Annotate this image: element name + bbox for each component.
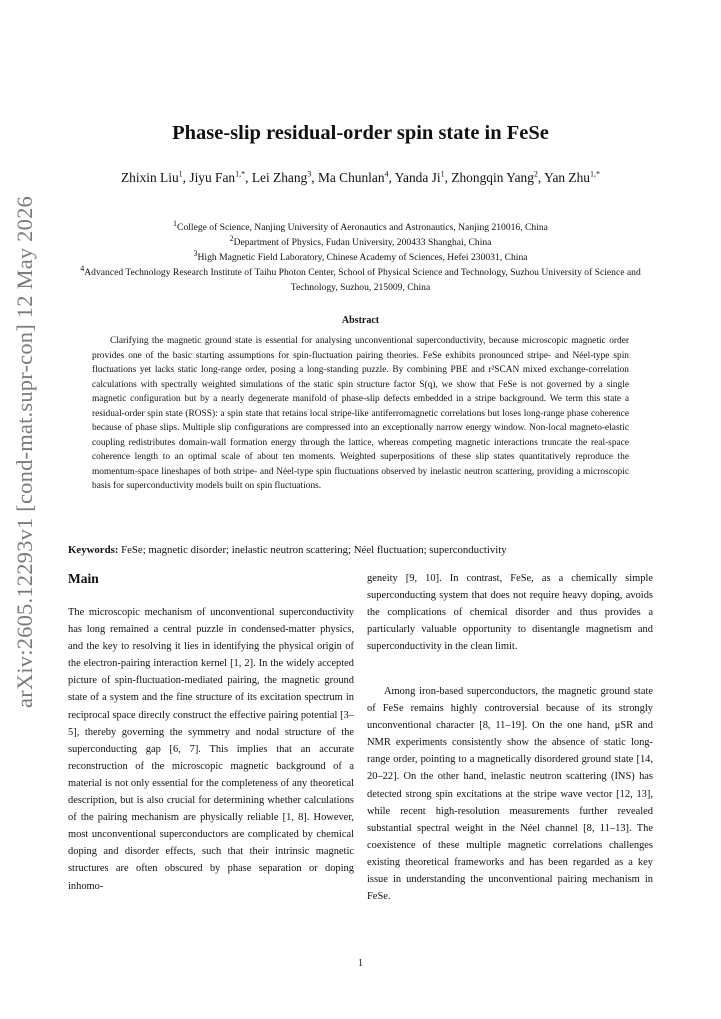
paper-title: Phase-slip residual-order spin state in FeSe — [172, 122, 549, 144]
arxiv-id: arXiv:2605.12293v1 [cond-mat.supr-con] 12 May 2026 — [12, 196, 37, 708]
section-heading: Main — [68, 571, 99, 586]
body-paragraph: Among iron-based superconductors, the magnetic ground state of FeSe remains highly controversial because of its strongly unconventional character [8, 11–19]. On the one hand, μSR and NMR experiments consistently show the absence of static long-range order, pointing to a magnetically disordered ground state [14, 20–22]. On the other hand, inelastic neutron scattering (INS) has detected strong spin excitations at the stripe wave vector [12, 13], while recent high-resolution measurements further revealed substantial spectral weight in the Néel channel [8, 11–13]. The coexistence of these multiple magnetic correlations challenges existing theoretical frameworks and has been regarded as a key issue in understanding the unconventional pairing mechanism in FeSe. — [367, 686, 653, 903]
author: Ma Chunlan$^4$ — [317, 169, 389, 185]
author: Zhongqin Yang$^2$ — [451, 169, 538, 185]
keywords-list: FeSe; magnetic disorder; inelastic neutron scattering; Néel fluctuation; superconductivity — [121, 544, 507, 556]
keywords-label: Keywords: — [68, 544, 119, 556]
keywords — [68, 544, 507, 556]
body-paragraph: The microscopic mechanism of unconventional superconductivity has long remained a central puzzle in condensed-matter physics, and the key to resolving it lies in identifying the physical origin of the electron-pairing interaction kernel [1, 2]. In the widely accepted picture of spin-fluctuation-mediated pairing, the magnetic ground state of a system and the fine structure of its excitation spectrum in reciprocal space directly construct the effective pairing potential [3–5], thereby governing the symmetry and nodal structure of the superconducting gap [6, 7]. This implies that an accurate reconstruction of the microscopic magnetic background of a material is not only essential for the completeness of any theoretical description, but is also crucial for determining whether calculations of the pairing mechanism are physically reliable [1, 8]. However, most unconventional superconductors are complicated by chemical doping and disorder effects, such that their intrinsic magnetic structures are often obscured by phase separation or doping inhomo- — [68, 607, 354, 892]
affiliations — [68, 220, 653, 295]
page-number: 1 — [358, 958, 363, 969]
author: Lei Zhang$^3$ — [251, 169, 312, 185]
affiliation: $^3$High Magnetic Field Laboratory, Chinese Academy of Sciences, Hefei 230031, China — [193, 248, 528, 263]
body-paragraph-continued: geneity [9, 10]. In contrast, FeSe, as a chemically simple superconducting system that does not require heavy doping, avoids the complications of chemical disorder and thus provides a particularly valuable opportunity to disentangle magnetism and superconductivity in the clean limit. — [367, 573, 653, 653]
affiliation: $^1$College of Science, Nanjing University of Aeronautics and Astronautics, Nanjing 210016, China — [173, 218, 548, 233]
author: Zhixin Liu$^1$ — [121, 169, 183, 185]
abstract-heading: Abstract — [341, 315, 380, 326]
abstract-text: Clarifying the magnetic ground state is essential for analysing unconventional superconductivity, because microscopic magnetic order provides one of the basic starting assumptions for spin-fluctuation pairing theories. FeSe exhibits pronounced stripe- and Néel-type spin fluctuations yet lacks static long-range order, posing a long-standing puzzle. By combining PBE and r²SCAN mixed exchange-correlation calculations with spectrally weighted simulations of the static spin structure factor S(q), we show that FeSe is not governed by a single magnetic configuration but by a nearly degenerate manifold of phase-slip defects embedded in a stripe background. We term this state a residual-order spin state (ROSS): a spin state that retains local stripe-like antiferromagnetic correlations but loses long-range phase coherence because of phase slips. Multiple slip configurations are compressed into an exceptionally narrow energy window. Non-local magneto-elastic coupling redistributes domain-wall formation energy through the lattice, whereas competing magnetic interactions truncate the real-space coherence length to an optimal scale of about ten moments. Weighted superpositions of these slip states quantitatively reproduce the momentum-space lineshapes of both stripe- and Néel-type spin fluctuations observed by inelastic neutron scattering, providing a microscopic basis for superconductivity models built on spin fluctuations. — [92, 336, 629, 492]
affiliation: $^2$Department of Physics, Fudan University, 200433 Shanghai, China — [229, 233, 492, 248]
author-list: Zhixin Liu$^1$, Jiyu Fan$^{1,*}$, Lei Zhang$^3$, Ma Chunlan$^4$, Yanda Ji$^1$, Zhongqin Yang$^2$, Yan Zhu$^{1,*}$ — [121, 169, 600, 185]
arxiv-stamp — [8, 196, 42, 708]
author: Yanda Ji$^1$ — [394, 169, 445, 185]
author: Jiyu Fan$^{1,*}$ — [189, 169, 246, 185]
author: Yan Zhu$^{1,*}$ — [544, 169, 600, 185]
affiliation: $^4$Advanced Technology Research Institute of Taihu Photon Center, School of Physical Science and Technology, Suzhou University of Science and Technology, Suzhou, 215009, China — [80, 263, 641, 293]
